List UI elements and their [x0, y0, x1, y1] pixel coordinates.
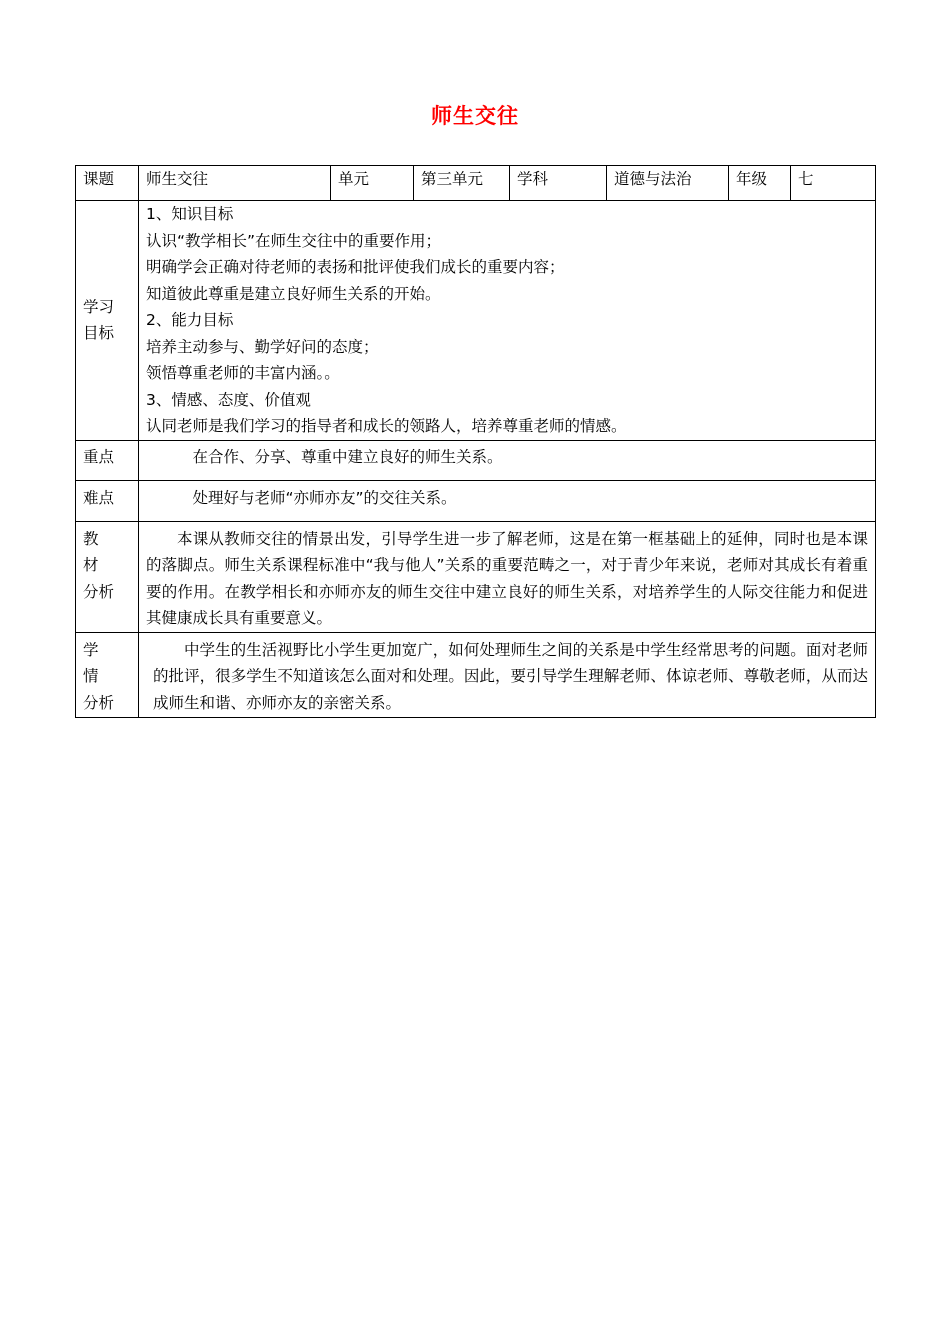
lesson-plan-table	[75, 165, 876, 718]
objective-line: 1、知识目标	[146, 205, 234, 223]
objectives-label-line1: 学习	[83, 297, 115, 316]
topic-value: 师生交往	[139, 166, 331, 201]
document-title: 师生交往	[431, 104, 519, 128]
student-analysis-label-line1: 学 情	[83, 640, 105, 685]
unit-value: 第三单元	[414, 166, 510, 201]
objectives-content	[139, 201, 876, 441]
material-analysis-label-line2: 分析	[83, 582, 115, 601]
objectives-row	[76, 201, 876, 441]
objectives-label	[76, 201, 139, 441]
key-point-row	[76, 440, 876, 480]
unit-label: 单元	[331, 166, 414, 201]
key-point-label: 重点	[76, 440, 139, 480]
objective-line: 2、能力目标	[146, 311, 234, 329]
difficulty-row	[76, 480, 876, 521]
objective-line: 认同老师是我们学习的指导者和成长的领路人，培养尊重老师的情感。	[146, 417, 627, 435]
topic-label: 课题	[76, 166, 139, 201]
material-analysis-label	[76, 521, 139, 632]
material-analysis-label-line1: 教 材	[83, 529, 105, 574]
difficulty-label: 难点	[76, 480, 139, 521]
objective-line: 3、情感、态度、价值观	[146, 390, 311, 409]
objective-line: 领悟尊重老师的丰富内涵。。	[146, 364, 340, 382]
material-analysis-text: 本课从教师交往的情景出发，引导学生进一步了解老师，这是在第一框基础上的延伸，同时也是本课的落脚点。师生关系课程标准中“我与他人”关系的重要范畴之一，对于青少年来说，老师对其成长有着重要的作用。在教学相长和亦师亦友的师生交往中建立良好的师生关系，对培养学生的人际交往能力和促进其健康成长具有重要意义。	[139, 521, 876, 632]
difficulty-text: 处理好与老师“亦师亦友”的交往关系。	[139, 480, 876, 521]
key-point-text: 在合作、分享、尊重中建立良好的师生关系。	[139, 440, 876, 480]
grade-label: 年级	[729, 166, 791, 201]
subject-value: 道德与法治	[607, 166, 729, 201]
student-analysis-text: 中学生的生活视野比小学生更加宽广，如何处理师生之间的关系是中学生经常思考的问题。面对老师的批评，很多学生不知道该怎么面对和处理。因此，要引导学生理解老师、体谅老师、尊敬老师，从而达成师生和谐、亦师亦友的亲密关系。	[139, 632, 876, 717]
material-analysis-row	[76, 521, 876, 632]
grade-value: 七	[791, 166, 876, 201]
objective-line: 培养主动参与、勤学好问的态度；	[146, 337, 379, 356]
student-analysis-label	[76, 632, 139, 717]
student-analysis-label-line2: 分析	[83, 693, 115, 712]
subject-label: 学科	[510, 166, 607, 201]
objectives-label-line2: 目标	[83, 324, 115, 343]
objective-line: 明确学会正确对待老师的表扬和批评使我们成长的重要内容；	[146, 258, 565, 276]
objective-line: 知道彼此尊重是建立良好师生关系的开始。	[146, 284, 441, 303]
header-row	[76, 166, 876, 201]
objective-line: 认识“教学相长”在师生交往中的重要作用；	[146, 231, 442, 250]
student-analysis-row	[76, 632, 876, 717]
